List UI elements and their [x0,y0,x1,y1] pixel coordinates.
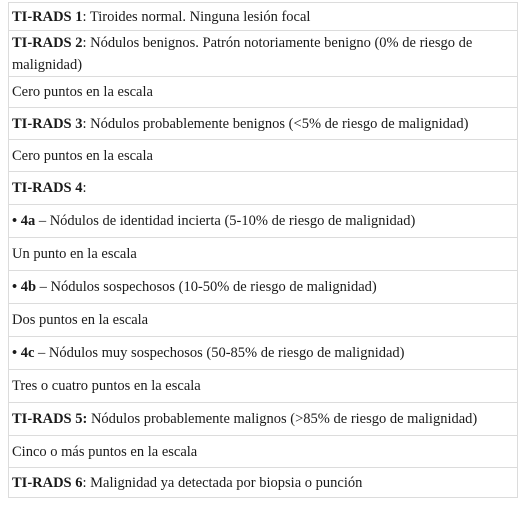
score-cell [9,238,518,271]
table-row [9,205,518,238]
score-cell [9,140,518,172]
subcategory-description: – Nódulos de identidad incierta (5-10% de riesgo de malignidad) [35,213,416,229]
score-cell [9,370,518,403]
tirads-4a-cell [9,205,518,238]
tirads-table [8,2,518,498]
tirads-2-cell [9,31,518,77]
subcategory-label: 4b [20,279,37,295]
table-row [9,172,518,205]
score-text: Tres o cuatro puntos en la escala [12,378,201,394]
tirads-3-cell [9,108,518,140]
tirads-1-cell [9,3,518,31]
score-cell [9,304,518,337]
subcategory-label: 4a [20,213,36,229]
bullet: • [12,213,18,229]
tirads-4c-cell [9,337,518,370]
table-row [9,238,518,271]
category-description: : [82,180,87,196]
score-cell [9,77,518,108]
category-label: TI-RADS 1 [12,8,83,25]
tirads-5-cell [9,403,518,436]
table-row [9,140,518,172]
tirads-6-cell [9,468,518,498]
category-description: : Nódulos probablemente benignos (<5% de riesgo de malignidad) [82,115,469,132]
subcategory-description: – Nódulos sospechosos (10-50% de riesgo de malignidad) [36,279,377,295]
score-text: Cero puntos en la escala [12,147,153,164]
table-row [9,403,518,436]
score-text: Dos puntos en la escala [12,312,149,328]
score-text: Cero puntos en la escala [12,84,153,100]
subcategory-description: – Nódulos muy sospechosos (50-85% de riesgo de malignidad) [34,345,405,361]
table-row [9,304,518,337]
bullet: • [12,345,18,361]
bullet: • [12,279,18,295]
subcategory-label: 4c [20,345,35,361]
table-row [9,3,518,31]
category-label: TI-RADS 4 [12,180,83,196]
table-row [9,108,518,140]
table-row [9,77,518,108]
category-description: : Tiroides normal. Ninguna lesión focal [82,8,311,25]
category-label: TI-RADS 3 [12,115,83,132]
category-description: : Nódulos benignos. Patrón notoriamente benigno (0% de riesgo de malignidad) [12,34,473,73]
score-cell [9,436,518,468]
table-row [9,370,518,403]
category-label: TI-RADS 2 [12,34,83,51]
table-row [9,31,518,77]
tirads-4b-cell [9,271,518,304]
score-text: Cinco o más puntos en la escala [12,443,198,460]
table-row [9,337,518,370]
table-row [9,436,518,468]
category-label: TI-RADS 6 [12,474,83,491]
category-label: TI-RADS 5: [12,411,88,427]
category-description: Nódulos probablemente malignos (>85% de riesgo de malignidad) [87,411,478,427]
table-row [9,271,518,304]
table-row [9,468,518,498]
category-description: : Malignidad ya detectada por biopsia o punción [82,474,363,491]
score-text: Un punto en la escala [12,246,137,262]
tirads-4-cell [9,172,518,205]
